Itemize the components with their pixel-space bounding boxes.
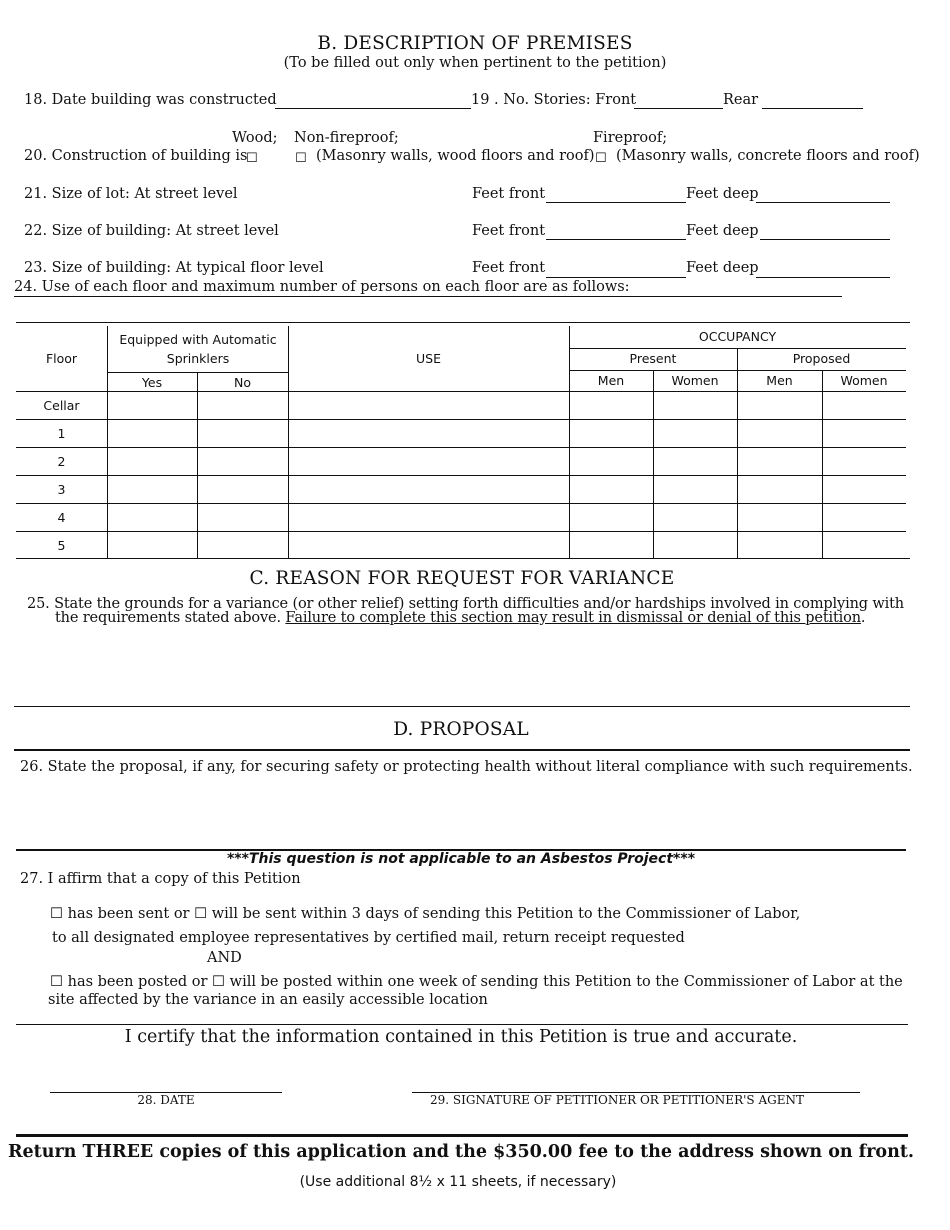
q28-label: 28. DATE [137,1093,195,1107]
q19-label: 19 . No. Stories: Front [471,92,637,108]
q27-bottom-rule [16,1024,908,1025]
q27-line2: to all designated employee representatives by certified mail, return receipt requested [52,930,685,946]
sprinkler-sub-divider [107,372,289,373]
row-label-1: 1 [57,426,66,441]
q22-front-field[interactable] [546,239,686,240]
q27-and: AND [207,950,242,966]
yes-header: Yes [141,375,163,390]
section-d-title: D. PROPOSAL [393,719,529,740]
header-bottom-line [16,391,906,392]
row-line [16,475,906,476]
section-b-title: B. DESCRIPTION OF PREMISES [317,33,633,54]
q21-deep-field[interactable] [756,202,890,203]
certify-statement: I certify that the information contained in this Petition is true and accurate. [124,1027,798,1047]
row-line [16,419,906,420]
present-women-header: Women [671,373,719,388]
additional-sheets-note: (Use additional 8½ x 11 sheets, if necessary) [299,1174,617,1190]
q20-wood-label: Wood; [232,130,278,146]
use-header: USE [416,351,441,366]
occupancy-header: OCCUPANCY [698,329,777,344]
q23-front-field[interactable] [546,277,686,278]
q27-line1[interactable]: ☐ has been sent or ☐ will be sent within 3 days of sending this Petition to the Commissioner of Labor, [50,906,801,922]
q23-deep-field[interactable] [756,277,890,278]
row-label-4: 4 [57,510,66,525]
q27-intro: 27. I affirm that a copy of this Petition [20,871,301,887]
q25-warning: Failure to complete this section may result in dismissal or denial of this petition [285,610,861,626]
row-label-cellar: Cellar [43,398,80,413]
q20-nonfireproof-desc: (Masonry walls, wood floors and roof) [316,148,595,164]
q20-nonfireproof-checkbox[interactable]: ☐ [295,151,307,166]
row-label-3: 3 [57,482,66,497]
q25-line2-text: the requirements stated above. [55,610,286,626]
q22-front-label: Feet front [472,223,546,239]
sprinklers-header-line2: Sprinklers [166,351,230,366]
q29-label: 29. SIGNATURE OF PETITIONER OR PETITIONER'S AGENT [430,1093,804,1107]
q20-nonfireproof-title: Non-fireproof; [294,130,399,146]
section-d-rule [14,749,910,751]
proposed-header: Proposed [792,351,851,366]
q27-line3[interactable]: ☐ has been posted or ☐ will be posted within one week of sending this Petition to the Commissioner of Labor at the [50,974,903,990]
floor-header: Floor [45,351,78,366]
table-bottom-border [16,558,910,559]
sprinklers-header-line1: Equipped with Automatic [119,332,277,347]
q25-period: . [860,610,866,626]
q18-date-field[interactable] [275,108,471,109]
q21-front-field[interactable] [546,202,686,203]
section-c-bottom-rule [14,706,910,707]
occupancy-table [16,322,910,559]
q19-rear-label: Rear [723,92,759,108]
asbestos-note: ***This question is not applicable to an Asbestos Project*** [226,851,696,867]
present-men-header: Men [597,373,625,388]
present-header: Present [629,351,677,366]
q25-line1: 25. State the grounds for a variance (or other relief) setting forth difficulties and/or hardships involved in complying with [27,596,904,612]
q19-rear-field[interactable] [762,108,863,109]
return-instructions: Return THREE copies of this application and the $350.00 fee to the address shown on front. [7,1142,915,1162]
col-line [653,370,654,559]
table-top-border [16,322,910,323]
row-line [16,503,906,504]
q25-line2 [55,610,865,626]
row-label-2: 2 [57,454,66,469]
q21-deep-label: Feet deep [686,186,759,202]
row-label-5: 5 [57,538,66,553]
q20-fireproof-title: Fireproof; [593,130,668,146]
row-line [16,447,906,448]
q23-label: 23. Size of building: At typical floor level [24,260,324,276]
q21-label: 21. Size of lot: At street level [24,186,238,202]
q18-label: 18. Date building was constructed [24,92,277,108]
section-b-subtitle: (To be filled out only when pertinent to the petition) [283,55,667,71]
q26-label: 26. State the proposal, if any, for securing safety or protecting health without literal compliance with such requirements. [20,759,913,775]
q19-front-field[interactable] [634,108,723,109]
col-line [822,370,823,559]
q20-wood-checkbox[interactable]: ☐ [246,151,258,166]
q23-front-label: Feet front [472,260,546,276]
q22-label: 22. Size of building: At street level [24,223,279,239]
q22-deep-label: Feet deep [686,223,759,239]
q23-deep-label: Feet deep [686,260,759,276]
no-header: No [234,375,251,390]
q21-front-label: Feet front [472,186,546,202]
footer-rule [16,1134,908,1137]
q24-label: 24. Use of each floor and maximum number of persons on each floor are as follows: [14,279,630,295]
q24-underline [14,296,842,297]
q20-label: 20. Construction of building is [24,148,248,164]
proposed-men-header: Men [766,373,793,388]
q22-deep-field[interactable] [760,239,890,240]
row-line [16,531,906,532]
section-c-title: C. REASON FOR REQUEST FOR VARIANCE [249,568,675,589]
q20-fireproof-checkbox[interactable]: ☐ [595,151,607,166]
proposed-women-header: Women [840,373,888,388]
q20-fireproof-desc: (Masonry walls, concrete floors and roof) [616,148,920,164]
col-line [197,372,198,559]
q27-line4: site affected by the variance in an easily accessible location [48,992,488,1008]
